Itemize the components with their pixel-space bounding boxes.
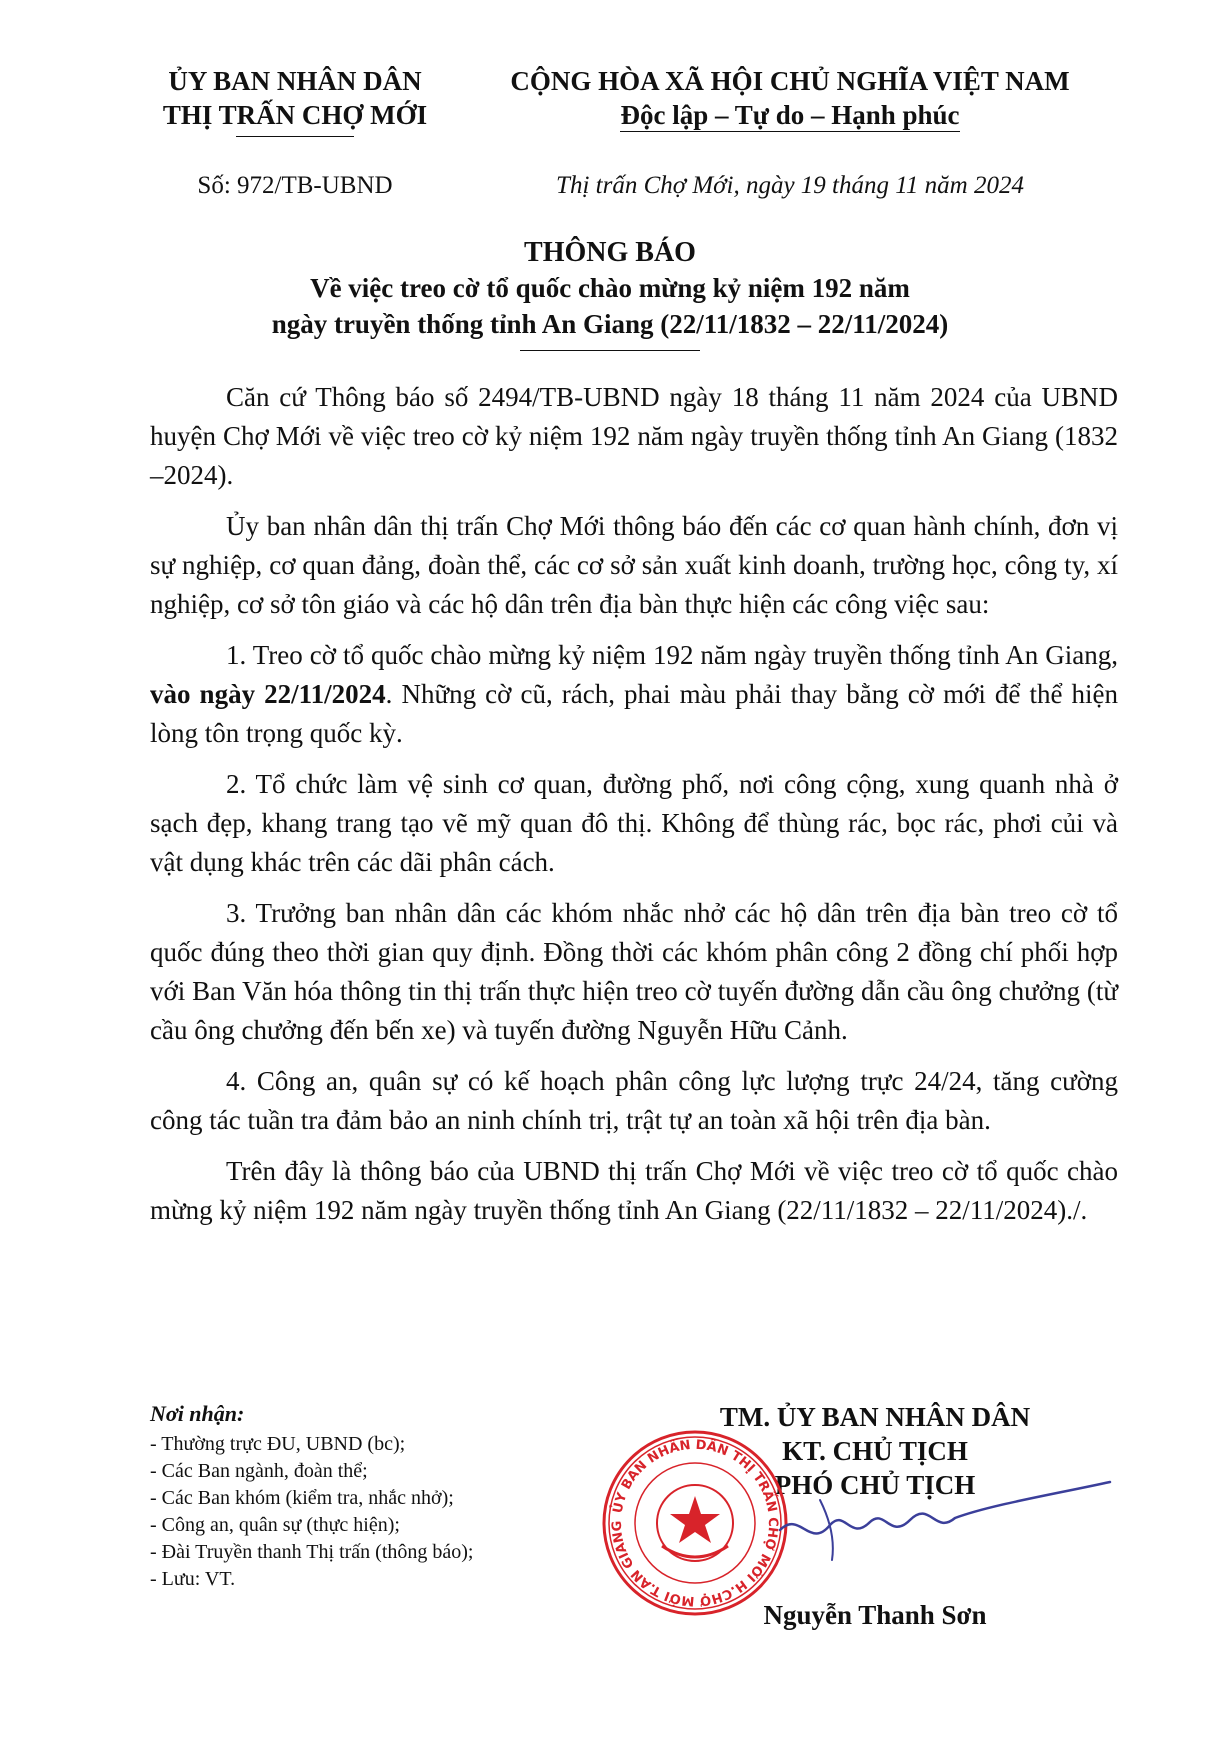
national-title (480, 64, 1100, 132)
signature-line-3: PHÓ CHỦ TỊCH (774, 1470, 976, 1500)
document-title (150, 236, 1070, 351)
recipient-item: - Thường trực ĐU, UBND (bc); (150, 1433, 406, 1455)
document-number: Số: 972/TB-UBND (197, 172, 393, 199)
recipient-item: - Các Ban ngành, đoàn thể; (150, 1460, 368, 1482)
paragraph-legal-basis: Căn cứ Thông báo số 2494/TB-UBND ngày 18 tháng 11 năm 2024 của UBND huyện Chợ Mới về việc treo cờ kỷ niệm 192 năm ngày truyền thống tỉnh An Giang (1832 –2024). (150, 382, 1118, 490)
signature-line-1: TM. ỦY BAN NHÂN DÂN (719, 1402, 1031, 1432)
paragraph-item-3: 3. Trưởng ban nhân dân các khóm nhắc nhở các hộ dân trên địa bàn treo cờ tổ quốc đúng theo thời gian quy định. Đồng thời các khóm phân công 2 đồng chí phối hợp với Ban Văn hóa thông tin thị trấn thực hiện treo cờ tuyến đường dẫn cầu ông chưởng (từ cầu ông chưởng đến bến xe) và tuyến đường Nguyễn Hữu Cảnh. (150, 898, 1118, 1045)
recipient-item: - Lưu: VT. (150, 1568, 236, 1590)
national-motto: Độc lập – Tự do – Hạnh phúc (620, 100, 960, 130)
signer-name: Nguyễn Thanh Sơn (763, 1600, 987, 1630)
place-and-date: Thị trấn Chợ Mới, ngày 19 tháng 11 năm 2024 (556, 172, 1024, 199)
flag-date: vào ngày 22/11/2024 (150, 679, 386, 709)
handwritten-signature (760, 1470, 1120, 1580)
signature-line-2: KT. CHỦ TỊCH (782, 1436, 968, 1466)
issuing-authority (120, 64, 470, 137)
org-name-line2: THỊ TRẤN CHỢ MỚI (162, 100, 428, 130)
recipient-item: - Công an, quân sự (thực hiện); (150, 1514, 400, 1536)
title-rule (520, 350, 700, 351)
title-subject-line2: ngày truyền thống tỉnh An Giang (22/11/1832 – 22/11/2024) (271, 309, 949, 339)
title-main: THÔNG BÁO (524, 237, 696, 268)
org-underline (236, 136, 354, 137)
recipient-item: - Các Ban khóm (kiểm tra, nhắc nhở); (150, 1487, 454, 1509)
org-name-line1: ỦY BAN NHÂN DÂN (168, 66, 422, 96)
paragraph-announcement: Ủy ban nhân dân thị trấn Chợ Mới thông báo đến các cơ quan hành chính, đơn vị sự nghiệp, cơ quan đảng, đoàn thể, các cơ sở sản xuất kinh doanh, trường học, công ty, xí nghiệp, cơ sở tôn giáo và các hộ dân trên địa bàn thực hiện các công việc sau: (150, 511, 1118, 619)
recipients-list (150, 1400, 600, 1593)
document-body (150, 378, 1118, 1242)
seal-text: ỦY BAN NHÂN DÂN THỊ TRẤN CHỢ MỚI H.CHỢ MỚI T.AN GIANG (609, 1437, 781, 1609)
recipient-item: - Đài Truyền thanh Thị trấn (thông báo); (150, 1541, 474, 1563)
title-subject-line1: Về việc treo cờ tổ quốc chào mừng kỷ niệm 192 năm (310, 273, 910, 303)
nation-name: CỘNG HÒA XÃ HỘI CHỦ NGHĨA VIỆT NAM (510, 66, 1070, 96)
paragraph-item-4: 4. Công an, quân sự có kế hoạch phân công lực lượng trực 24/24, tăng cường công tác tuần tra đảm bảo an ninh chính trị, trật tự an toàn xã hội trên địa bàn. (150, 1066, 1118, 1135)
paragraph-item-2: 2. Tổ chức làm vệ sinh cơ quan, đường phố, nơi công cộng, xung quanh nhà ở sạch đẹp, khang trang tạo vẽ mỹ quan đô thị. Không để thùng rác, bọc rác, phơi củi và vật dụng khác trên các dãi phân cách. (150, 769, 1118, 877)
paragraph-item-1: 1. Treo cờ tổ quốc chào mừng kỷ niệm 192 năm ngày truyền thống tỉnh An Giang, vào ngày 22/11/2024. Những cờ cũ, rách, phai màu phải thay bằng cờ mới để thể hiện lòng tôn trọng quốc kỳ. (150, 640, 1118, 748)
paragraph-closing: Trên đây là thông báo của UBND thị trấn Chợ Mới về việc treo cờ tổ quốc chào mừng kỷ niệm 192 năm ngày truyền thống tỉnh An Giang (22/11/1832 – 22/11/2024)./. (150, 1156, 1118, 1225)
recipients-title: Nơi nhận: (150, 1401, 245, 1426)
